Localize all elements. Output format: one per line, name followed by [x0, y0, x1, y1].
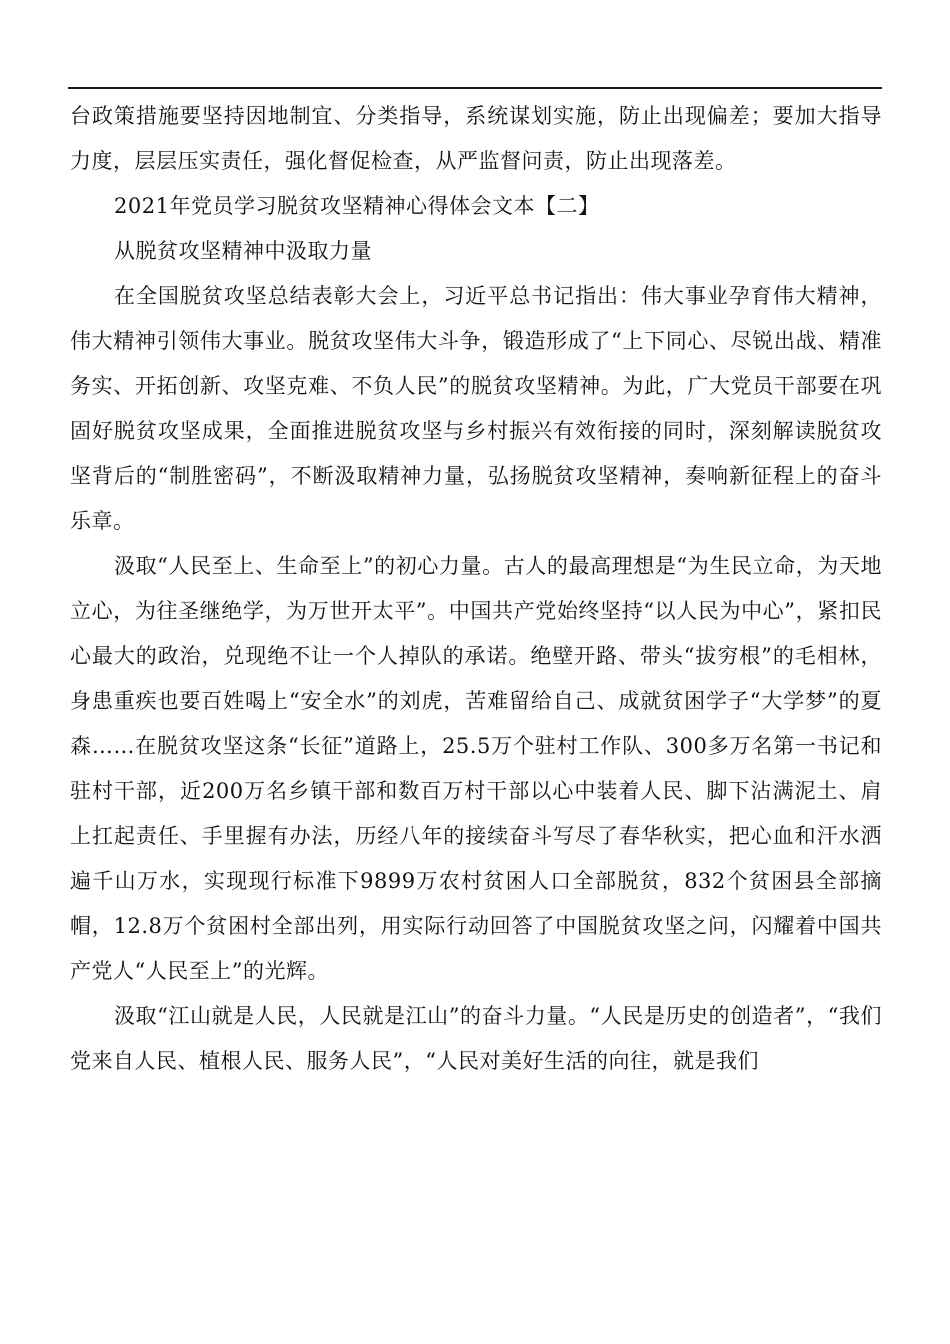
header-rule [68, 87, 882, 89]
document-body [70, 94, 882, 1084]
section-title: 2021年党员学习脱贫攻坚精神心得体会文本【二】 [114, 194, 600, 218]
paragraph-intro: 在全国脱贫攻坚总结表彰大会上，习近平总书记指出：伟大事业孕育伟大精神，伟大精神引领伟大事业。脱贫攻坚伟大斗争，锻造形成了“上下同心、尽锐出战、精准务实、开拓创新、攻坚克难、不负人民”的脱贫攻坚精神。为此，广大党员干部要在巩固好脱贫攻坚成果，全面推进脱贫攻坚与乡村振兴有效衔接的同时，深刻解读脱贫攻坚背后的“制胜密码”，不断汲取精神力量，弘扬脱贫攻坚精神，奏响新征程上的奋斗乐章。 [70, 284, 882, 533]
paragraph-people-first: 汲取“人民至上、生命至上”的初心力量。古人的最高理想是“为生民立命，为天地立心，为往圣继绝学，为万世开太平”。中国共产党始终坚持“以人民为中心”，紧扣民心最大的政治，兑现绝不让一个人掉队的承诺。绝壁开路、带头“拔穷根”的毛相林，身患重疾也要百姓喝上“安全水”的刘虎，苦难留给自己、成就贫困学子“大学梦”的夏森……在脱贫攻坚这条“长征”道路上，25.5万个驻村工作队、300多万名第一书记和驻村干部，近200万名乡镇干部和数百万村干部以心中装着人民、脚下沾满泥土、肩上扛起责任、手里握有办法，历经八年的接续奋斗写尽了春华秋实，把心血和汗水洒遍千山万水，实现现行标准下9899万农村贫困人口全部脱贫，832个贫困县全部摘帽，12.8万个贫困村全部出列，用实际行动回答了中国脱贫攻坚之问，闪耀着中国共产党人“人民至上”的光辉。 [70, 554, 882, 983]
paragraph-continuation: 台政策措施要坚持因地制宜、分类指导，系统谋划实施，防止出现偏差；要加大指导力度，层层压实责任，强化督促检查，从严监督问责，防止出现落差。 [70, 104, 882, 173]
paragraph-struggle: 汲取“江山就是人民，人民就是江山”的奋斗力量。“人民是历史的创造者”，“我们党来自人民、植根人民、服务人民”，“人民对美好生活的向往，就是我们 [70, 1004, 882, 1073]
article-heading: 从脱贫攻坚精神中汲取力量 [114, 239, 372, 263]
